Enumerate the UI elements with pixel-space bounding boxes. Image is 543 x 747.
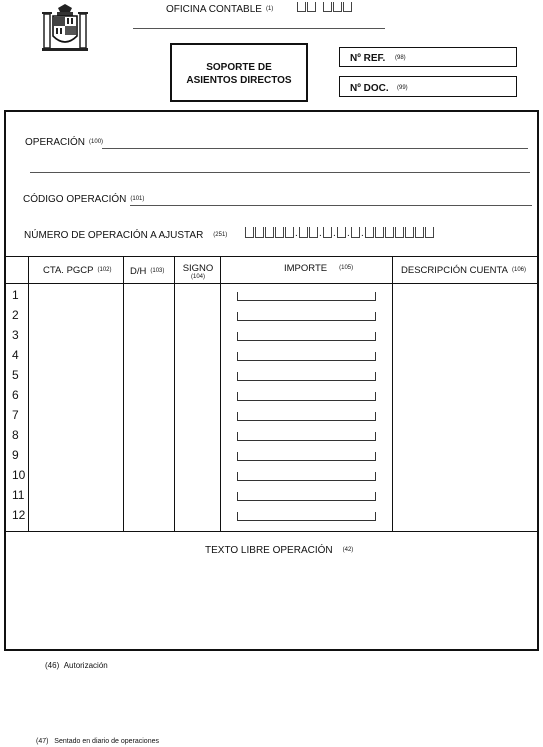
row-number: 7 bbox=[12, 408, 19, 422]
row-number: 4 bbox=[12, 348, 19, 362]
row-number: 11 bbox=[12, 488, 25, 502]
row-number: 12 bbox=[12, 508, 26, 522]
office-underline bbox=[133, 28, 385, 29]
free-text-label: TEXTO LIBRE OPERACIÓN (42) bbox=[205, 545, 354, 556]
office-code-boxes[interactable] bbox=[297, 2, 353, 12]
importe-field[interactable] bbox=[237, 412, 376, 421]
row-number: 8 bbox=[12, 428, 19, 442]
title-box bbox=[170, 43, 308, 102]
codigo-line[interactable] bbox=[130, 205, 532, 206]
numero-boxes[interactable]: . . . . . bbox=[245, 227, 435, 238]
row-number: 9 bbox=[12, 448, 19, 462]
importe-field[interactable] bbox=[237, 512, 376, 521]
title-line-2: ASIENTOS DIRECTOS bbox=[186, 75, 292, 86]
row-number: 10 bbox=[12, 468, 26, 482]
table-top-border bbox=[4, 256, 539, 257]
diary-label: (47) Sentado en diario de operaciones bbox=[36, 738, 159, 745]
ref-box[interactable]: Nº REF. (98) bbox=[339, 47, 517, 67]
free-text-area[interactable] bbox=[10, 562, 532, 646]
col-header-cta: CTA. PGCP (102) bbox=[43, 265, 112, 276]
row-number: 2 bbox=[12, 308, 19, 322]
importe-field[interactable] bbox=[237, 472, 376, 481]
col-header-importe: IMPORTE (105) bbox=[284, 263, 354, 274]
col-header-signo: SIGNO (104) bbox=[182, 263, 214, 280]
title-line-1: SOPORTE DE bbox=[206, 62, 272, 73]
importe-field[interactable] bbox=[237, 372, 376, 381]
row-number: 3 bbox=[12, 328, 19, 342]
operacion-line-1[interactable] bbox=[102, 148, 528, 149]
importe-field[interactable] bbox=[237, 452, 376, 461]
authorization-label: (46) Autorización bbox=[45, 661, 108, 670]
operacion-line-2[interactable] bbox=[30, 172, 530, 173]
row-number: 5 bbox=[12, 368, 19, 382]
row-number: 1 bbox=[12, 288, 19, 302]
importe-field[interactable] bbox=[237, 492, 376, 501]
operacion-label: OPERACIÓN (100) bbox=[25, 137, 104, 148]
numero-label: NÚMERO DE OPERACIÓN A AJUSTAR (251) bbox=[24, 230, 228, 241]
doc-box[interactable]: Nº DOC. (99) bbox=[339, 76, 517, 97]
row-number: 6 bbox=[12, 388, 19, 402]
importe-field[interactable] bbox=[237, 292, 376, 301]
col-header-dh: D/H (103) bbox=[130, 266, 165, 277]
importe-field[interactable] bbox=[237, 392, 376, 401]
office-label: OFICINA CONTABLE (1) bbox=[166, 4, 274, 15]
importe-field[interactable] bbox=[237, 352, 376, 361]
importe-field[interactable] bbox=[237, 312, 376, 321]
importe-field[interactable] bbox=[237, 432, 376, 441]
col-header-descripcion: DESCRIPCIÓN CUENTA (106) bbox=[401, 265, 526, 276]
codigo-label: CÓDIGO OPERACIÓN (101) bbox=[23, 194, 145, 205]
importe-field[interactable] bbox=[237, 332, 376, 341]
coat-of-arms-icon bbox=[40, 4, 90, 54]
table-bottom-border bbox=[4, 531, 539, 532]
table-header-border bbox=[4, 283, 539, 284]
